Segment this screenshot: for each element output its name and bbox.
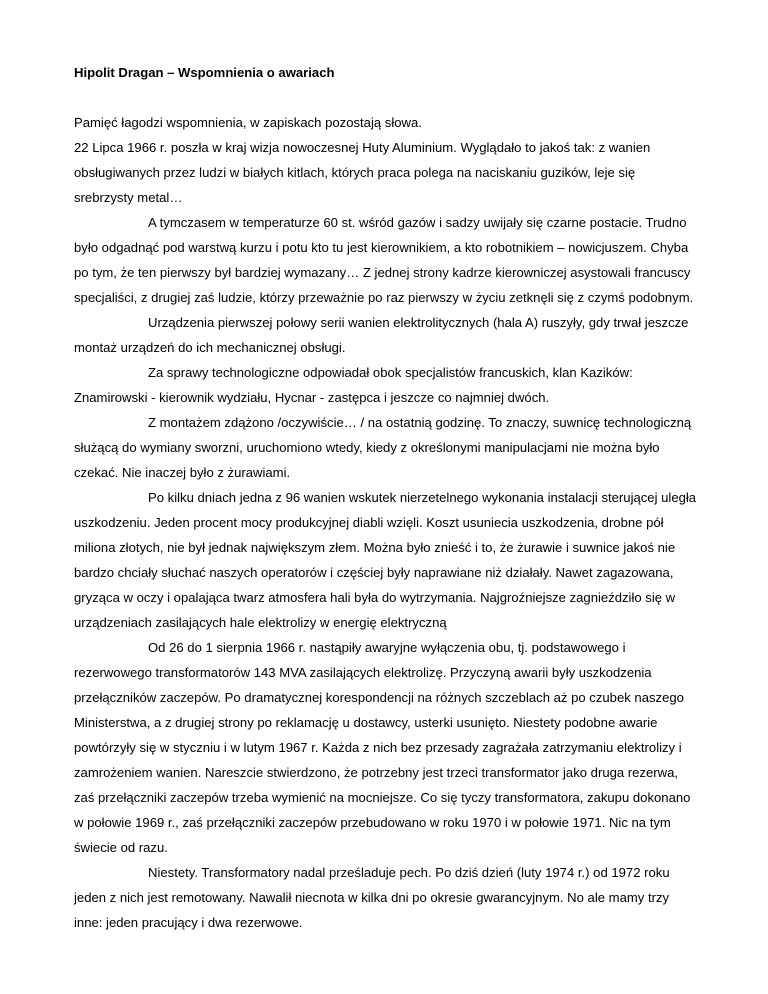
paragraph-technology: Za sprawy technologiczne odpowiadał obok specjalistów francuskich, klan Kazików: Znamirowski - kierownik wydziału, Hycnar - zastępca i jeszcze co najmniej dwóch. xyxy=(74,365,633,405)
paragraph-damage: Po kilku dniach jedna z 96 wanien wskutek nierzetelnego wykonania instalacji sterującej uległa uszkodzeniu. Jeden procent mocy produkcyjnej diabli wzięli. Koszt usuniecia uszkodzenia, drobne pół miliona złotych, nie był jednak największym złem. Można było znieść i to, że żurawie i suwnice jakoś nie bardzo chciały słuchać naszych operatorów i częściej były naprawiane niż działały. Nawet zagazowana, gryząca w oczy i opalająca twarz atmosfera hali była do wytrzymania. Najgroźniejsze zagnieździło się w urządzeniach zasilających hale elektrolizy w energię elektryczną xyxy=(74,490,697,630)
paragraph-conclusion: Niestety. Transformatory nadal prześladuje pech. Po dziś dzień (luty 1974 r.) od 1972 roku jeden z nich jest remotowany. Nawalił niecnota w kilka dni po okresie gwarancyjnym. No ale mamy trzy inne: jeden pracujący i dwa rezerwowe. xyxy=(74,865,670,930)
document-page xyxy=(74,60,698,935)
paragraph-hall-a: Urządzenia pierwszej połowy serii wanien elektrolitycznych (hala A) ruszyły, gdy trwał jeszcze montaż urządzeń do ich mechanicznej obsługi. xyxy=(74,315,689,355)
document-title: Hipolit Dragan – Wspomnienia o awariach xyxy=(74,65,335,80)
paragraph-transformers: Od 26 do 1 sierpnia 1966 r. nastąpiły awaryjne wyłączenia obu, tj. podstawowego i rezerwowego transformatorów 143 MVA zasilających elektrolizę. Przyczyną awarii były uszkodzenia przełączników zaczepów. Po dramatycznej korespondencji na różnych szczeblach aż po czubek naszego Ministerstwa, a z drugiej strony po reklamację u dostawcy, usterki usunięto. Niestety podobne awarie powtórzyły się w styczniu i w lutym 1967 r. Każda z nich bez przesady zagrażała zatrzymaniu elektrolizy i zamrożeniem wanien. Nareszcie stwierdzono, że potrzebny jest trzeci transformator jako druga rezerwa, zaś przełączniki zaczepów trzeba wymienić na mocniejsze. Co się tyczy transformatora, zakupu dokonano w połowie 1969 r., zaś przełączniki zaczepów przebudowano w roku 1970 i w połowie 1971. Nic na tym świecie od razu. xyxy=(74,640,691,855)
paragraph-vision: 22 Lipca 1966 r. poszła w kraj wizja nowoczesnej Huty Aluminium. Wyglądało to jakoś tak: z wanien obsługiwanych przez ludzi w białych kitlach, których praca polega na naciskaniu guzików, leje się srebrzysty metal… xyxy=(74,140,651,205)
paragraph-assembly: Z montażem zdążono /oczywiście… / na ostatnią godzinę. To znaczy, suwnicę technologiczną służącą do wymiany sworzni, uruchomiono wtedy, kiedy z określonymi manipulacjami nie można było czekać. Nie inaczej było z żurawiami. xyxy=(74,415,692,480)
paragraph-conditions: A tymczasem w temperaturze 60 st. wśród gazów i sadzy uwijały się czarne postacie. Trudno było odgadnąć pod warstwą kurzu i potu kto tu jest kierownikiem, a kto robotnikiem – nowicjuszem. Chyba po tym, że ten pierwszy był bardziej wymazany… Z jednej strony kadrze kierowniczej asystowali francuscy specjaliści, z drugiej zaś ludzie, którzy przeważnie po raz pierwszy w życiu zetknęli się z czymś podobnym. xyxy=(74,215,694,305)
paragraph-intro: Pamięć łagodzi wspomnienia, w zapiskach pozostają słowa. xyxy=(74,115,422,130)
